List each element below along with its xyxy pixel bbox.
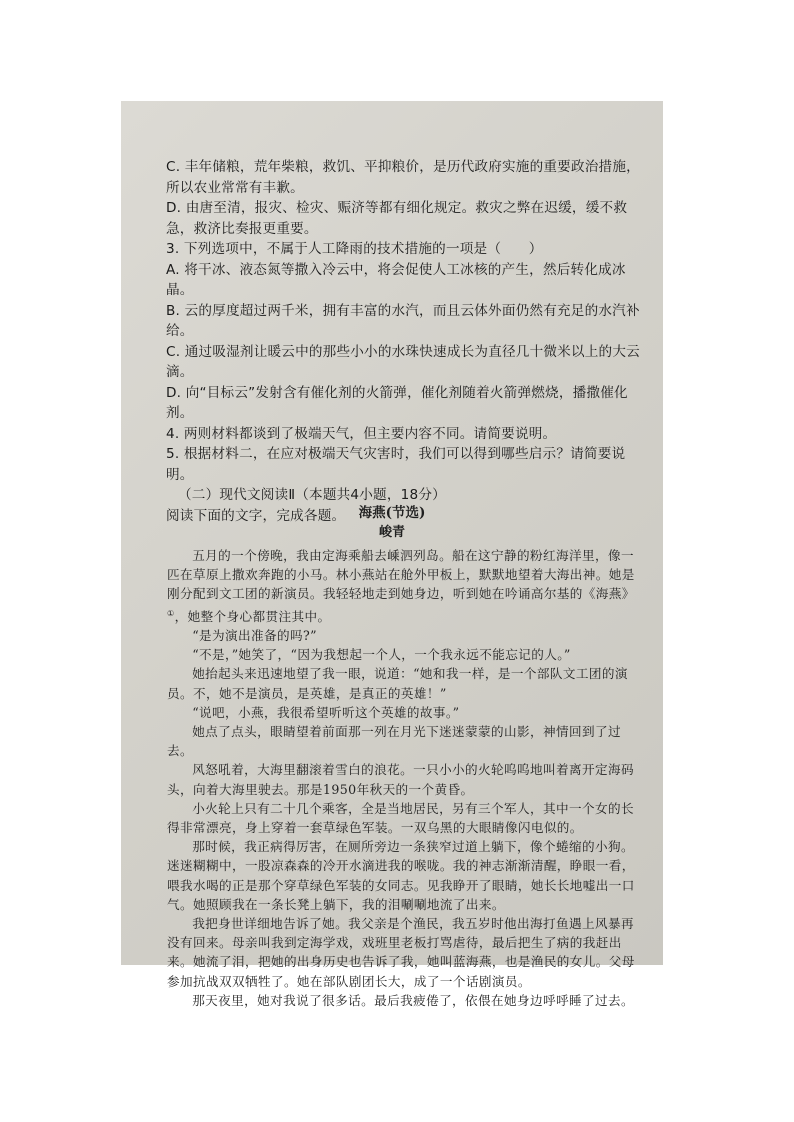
story-text [167,546,637,1010]
option-c-previous: C. 丰年储粮，荒年柴粮，救饥、平抑粮价，是历代政府实施的重要政治措施，所以农业常常有丰歉。 [166,159,640,196]
story-paragraph: 她抬起头来迅速地望了我一眼，说道：“她和我一样，是一个部队文工团的演员。不，她不是演员，是英雄，是真正的英雄！” [167,666,628,701]
question-3-option-d: D. 向“目标云”发射含有催化剂的火箭弹，催化剂随着火箭弹燃烧，播撒催化剂。 [166,384,628,421]
story-author: 峻青 [378,525,405,540]
story-paragraph [167,546,637,626]
question-3-option-a: A. 将干冰、液态氮等撒入冷云中，将会促使人工冰核的产生，然后转化成冰晶。 [166,261,626,298]
story-paragraph: 那时候，我正病得厉害，在厕所旁边一条狭窄过道上躺下，像个蜷缩的小狗。迷迷糊糊中，一股凉森森的冷开水滴进我的喉咙。我的神志渐渐清醒，睁眼一看，喂我水喝的正是那个穿草绿色军装的女同志。见我睁开了眼睛，她长长地嘘出一口气。她照顾我在一条长凳上躺下，我的泪唰唰地流了出来。 [167,839,635,912]
story-paragraph-text: 五月的一个傍晚，我由定海乘船去嵊泗列岛。船在这宁静的粉红海洋里，像一匹在草原上撒欢奔跑的小马。林小燕站在舱外甲板上，默默地望着大海出神。她是刚分配到文工团的新演员。我轻轻地走到她身边，听到她在吟诵高尔基的《海燕》 [167,548,635,602]
question-3-option-c: C. 通过吸湿剂让暖云中的那些小小的水珠快速成长为直径几十微米以上的大云滴。 [166,343,640,380]
story-paragraph-text: ，她整个身心都贯注其中。 [174,608,331,624]
story-title: 海燕(节选) [358,505,426,521]
story-paragraph: “说吧，小燕，我很希望听听这个英雄的故事。” [192,704,460,720]
story-paragraph: 小火轮上只有二十几个乘客，全是当地居民，另有三个军人，其中一个女的长得非常漂亮，身上穿着一套草绿色军装。一双乌黑的大眼睛像闪电似的。 [167,800,634,836]
question-5: 5. 根据材料二，在应对极端天气灾害时，我们可以得到哪些启示？请简要说明。 [166,446,626,483]
question-4: 4. 两则材料都谈到了极端天气，但主要内容不同。请简要说明。 [166,425,557,442]
option-d-previous: D. 由唐至清，报灾、检灾、赈济等都有细化规定。救灾之弊在迟缓，缓不救急，救济比奏报更重要。 [166,200,628,237]
story-paragraph: “是为演出准备的吗?” [192,628,317,643]
question-3-option-b: B. 云的厚度超过两千米，拥有丰富的水汽，而且云体外面仍然有充足的水汽补给。 [166,302,640,339]
story-paragraph: 我把身世详细地告诉了她。我父亲是个渔民，我五岁时他出海打鱼遇上风暴再没有回来。母亲叫我到定海学戏，戏班里老板打骂虐待，最后把生了病的我赶出来。她流了泪，把她的出身历史也告诉了我，她叫蓝海燕，也是渔民的女儿。父母参加抗战双双牺牲了。她在部队剧团长大，成了一个话剧演员。 [167,916,635,989]
story-paragraph: 风怒吼着，大海里翻滚着雪白的浪花。一只小小的火轮呜呜地叫着离开定海码头，向着大海里驶去。那是1950年秋天的一个黄昏。 [167,762,634,797]
reading-instruction: 阅读下面的文字，完成各题。 [166,507,346,524]
question-3: 3. 下列选项中，不属于人工降雨的技术措施的一项是（ ） [166,241,543,257]
story-paragraph: 那天夜里，她对我说了很多话。最后我疲倦了，依偎在她身边呼呼睡了过去。 [192,992,634,1008]
scanned-page-photo [121,101,663,1008]
story-paragraph: “不是，”她笑了，“因为我想起一个人，一个我永远不能忘记的人。” [192,647,571,663]
questions-block [166,157,644,526]
section-heading: （二）现代文阅读Ⅱ（本题共4小题，18分） [178,487,446,503]
footnote-mark: ① [167,608,175,618]
story-paragraph: 她点了点头，眼睛望着前面那一列在月光下迷迷蒙蒙的山影，神情回到了过去。 [167,724,621,759]
